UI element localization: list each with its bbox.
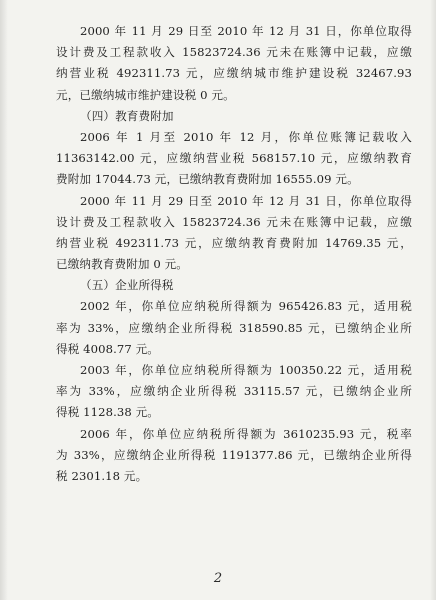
text-line: 2003 年，你单位应纳税所得额为 100350.22 元，适用税	[80, 363, 412, 377]
text-line: 元，已缴纳城市维护建设税 0 元。	[56, 87, 235, 102]
text-line: 2000 年 11 月 29 日至 2010 年 12 月 31 日，你单位取得	[80, 193, 412, 208]
text-line: 费附加 17044.73 元，已缴纳教育费附加 16555.09 元。	[56, 172, 359, 187]
text-line: 2002 年，你单位应纳税所得额为 965426.83 元，适用税	[80, 299, 412, 314]
text-line: 得税 1128.38 元。	[56, 405, 159, 420]
scan-edge-left	[0, 0, 8, 600]
text-line: 纳营业税 492311.73 元，应缴纳教育费附加 14769.35 元，	[56, 235, 412, 250]
text-line: 2000 年 11 月 29 日至 2010 年 12 月 31 日，你单位取得	[80, 24, 412, 38]
scan-edge-right	[430, 0, 436, 600]
text-line: 11363142.00 元，应缴纳营业税 568157.10 元，应缴纳教育	[56, 151, 412, 166]
text-line: 率为 33%，应缴纳企业所得税 318590.85 元，已缴纳企业所	[56, 320, 412, 335]
text-line: 设计费及工程款收入 15823724.36 元未在账簿中记载，应缴	[56, 45, 412, 60]
section-heading-education-surcharge: （四）教育费附加	[80, 108, 174, 123]
paragraph-education-surcharge-unrecorded	[56, 191, 412, 276]
text-line: 2006 年，你单位应纳税所得额为 3610235.93 元，税率	[80, 426, 412, 441]
paragraph-education-surcharge-recorded	[56, 127, 412, 191]
text-line: 为 33%，应缴纳企业所得税 1191377.86 元，已缴纳企业所得	[56, 447, 412, 462]
text-line: 2006 年 1 月至 2010 年 12 月，你单位账簿记载收入	[80, 129, 412, 144]
text-line: 得税 4008.77 元。	[56, 341, 159, 356]
page-number: 2	[213, 571, 223, 586]
paragraph-income-tax-2003	[56, 360, 412, 424]
text-line: 纳营业税 492311.73 元，应缴纳城市维护建设税 32467.93	[56, 66, 412, 81]
section-heading-corporate-income-tax: （五）企业所得税	[80, 278, 174, 293]
paragraph-income-tax-2002	[56, 296, 412, 360]
document-body	[56, 21, 412, 487]
paragraph-income-tax-2006	[56, 424, 412, 488]
text-line: 率为 33%，应缴纳企业所得税 33115.57 元，已缴纳企业所	[56, 384, 412, 399]
text-line: 已缴纳教育费附加 0 元。	[56, 257, 188, 272]
text-line: 设计费及工程款收入 15823724.36 元未在账簿中记载，应缴	[56, 214, 412, 229]
text-line: 税 2301.18 元。	[56, 468, 148, 483]
paragraph-city-construction-tax	[56, 21, 412, 106]
